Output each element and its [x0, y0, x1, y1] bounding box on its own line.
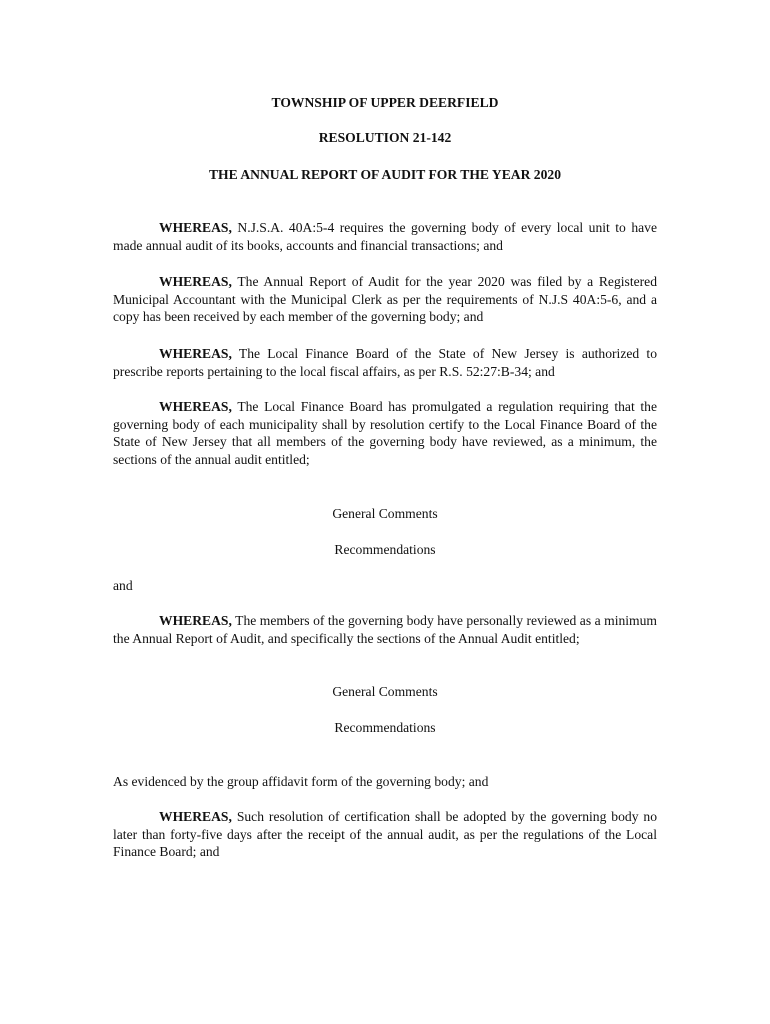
whereas-paragraph-2	[113, 273, 657, 326]
document-title: THE ANNUAL REPORT OF AUDIT FOR THE YEAR 2020	[208, 167, 561, 182]
section-recommendations-1: Recommendations	[334, 542, 436, 557]
whereas-lead: WHEREAS,	[159, 613, 232, 628]
whereas-lead: WHEREAS,	[159, 274, 232, 289]
whereas-lead: WHEREAS,	[159, 399, 232, 414]
whereas-paragraph-6	[113, 808, 657, 861]
whereas-lead: WHEREAS,	[159, 346, 232, 361]
paragraph-text: The members of the governing body have personally reviewed as a minimum the Annual Report of Audit, and specifically the sections of the Annual Audit entitled;	[113, 613, 657, 646]
paragraph-text: The Local Finance Board has promulgated a regulation requiring that the governing body of each municipality shall by resolution certify to the Local Finance Board of the State of New Jersey that all members of the governing body have reviewed, as a minimum, the sections of the annual audit entitled;	[113, 399, 657, 467]
paragraph-text: The Local Finance Board of the State of New Jersey is authorized to prescribe reports pertaining to the local fiscal affairs, as per R.S. 52:27:B-34; and	[113, 346, 657, 379]
whereas-paragraph-1	[113, 219, 657, 254]
and-line: and	[113, 578, 133, 593]
section-general-comments-2: General Comments	[332, 684, 438, 699]
township-heading: TOWNSHIP OF UPPER DEERFIELD	[271, 95, 499, 110]
whereas-lead: WHEREAS,	[159, 809, 232, 824]
whereas-paragraph-3	[113, 345, 657, 380]
evidence-line: As evidenced by the group affidavit form of the governing body; and	[113, 774, 489, 789]
whereas-lead: WHEREAS,	[159, 220, 232, 235]
paragraph-text: Such resolution of certification shall be adopted by the governing body no later than forty-five days after the receipt of the annual audit, as per the regulations of the Local Finance Board; and	[113, 809, 657, 859]
section-recommendations-2: Recommendations	[334, 720, 436, 735]
paragraph-text: The Annual Report of Audit for the year 2020 was filed by a Registered Municipal Accountant with the Municipal Clerk as per the requirements of N.J.S 40A:5-6, and a copy has been received by each member of the governing body; and	[113, 274, 657, 324]
section-general-comments-1: General Comments	[332, 506, 438, 521]
paragraph-text: N.J.S.A. 40A:5-4 requires the governing body of every local unit to have made annual audit of its books, accounts and financial transactions; and	[113, 220, 657, 253]
resolution-number: RESOLUTION 21-142	[318, 130, 452, 145]
whereas-paragraph-4	[113, 398, 657, 468]
whereas-paragraph-5	[113, 612, 657, 647]
